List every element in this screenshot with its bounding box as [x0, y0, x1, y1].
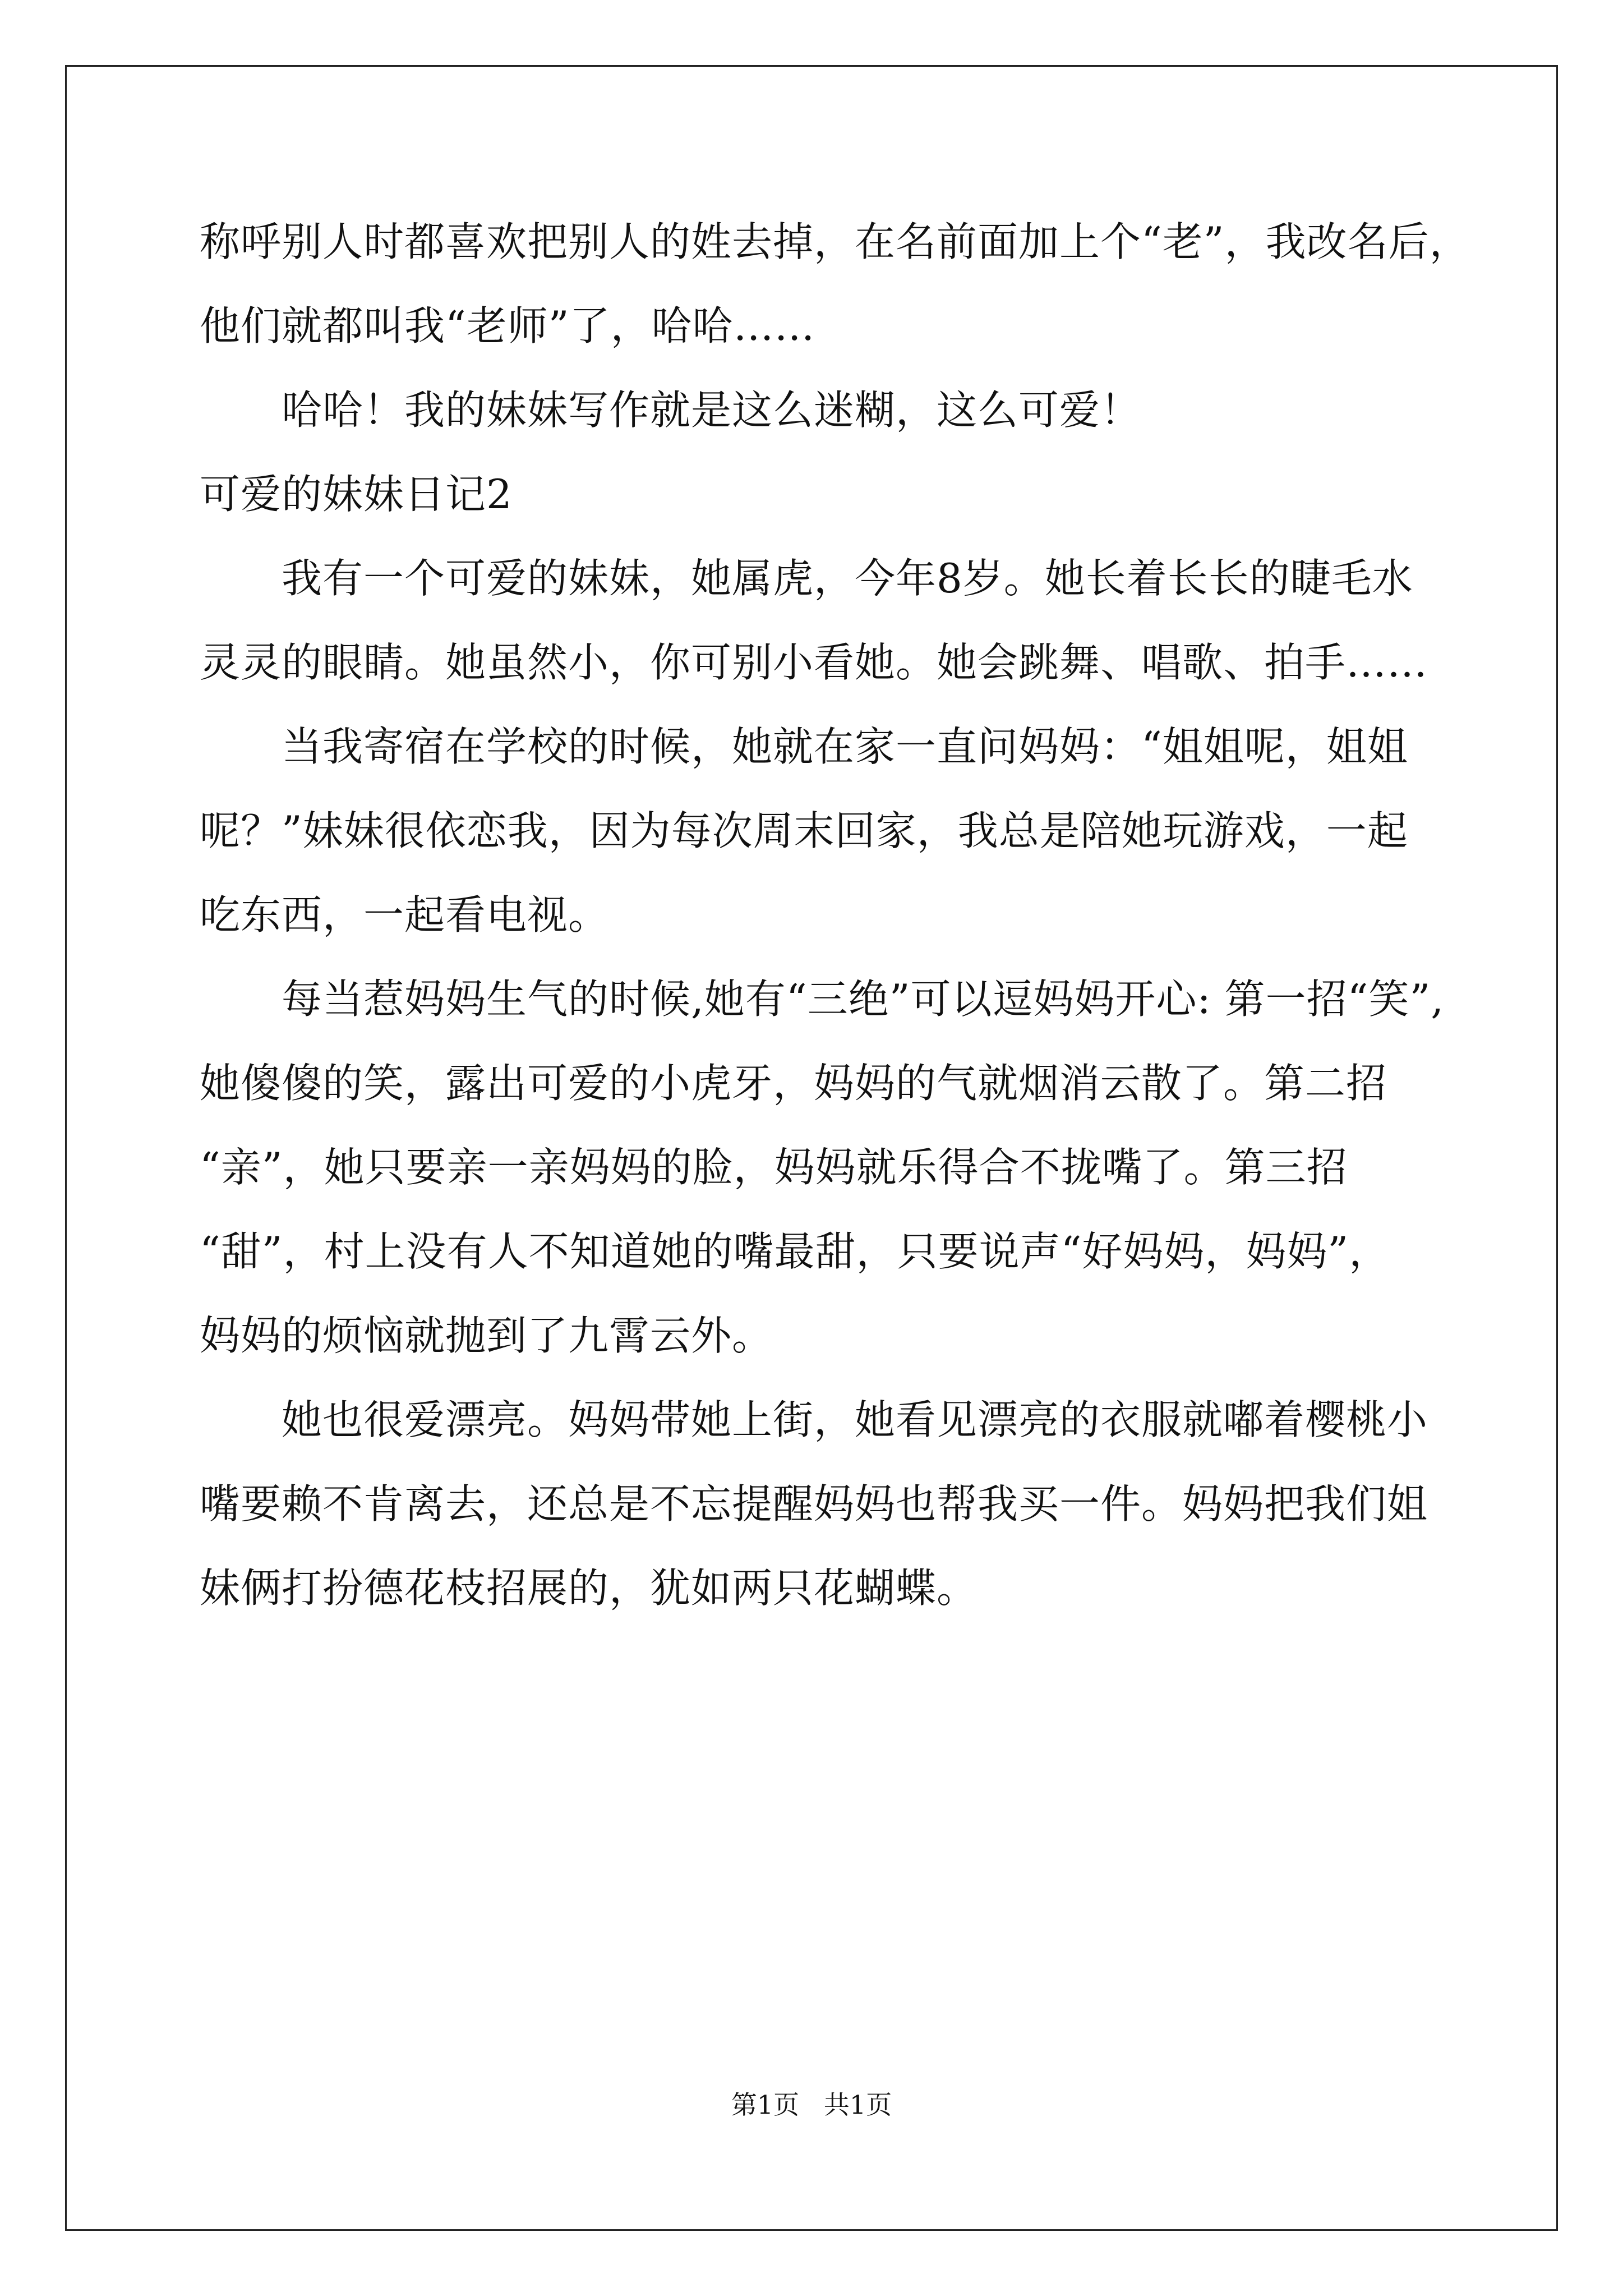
text-line: “亲”，她只要亲一亲妈妈的脸，妈妈就乐得合不拢嘴了。第三招 [200, 1144, 1348, 1191]
text-line: 妈妈的烦恼就抛到了九霄云外。 [200, 1312, 773, 1359]
page-footer: 第1页 共1页 [731, 2090, 892, 2120]
text-line: 吃东西，一起看电视。 [200, 891, 610, 938]
text-line: 称呼别人时都喜欢把别人的姓去掉，在名前面加上个“老”，我改名后， [200, 218, 1470, 265]
text-line: 他们就都叫我“老师”了，哈哈…… [200, 302, 815, 349]
document-body [200, 215, 1470, 1645]
paragraph-line: 当我寄宿在学校的时候，她就在家一直问妈妈：“姐姐呢，姐姐 [282, 723, 1408, 770]
text-line: 呢？”妹妹很依恋我，因为每次周末回家，我总是陪她玩游戏，一起 [200, 807, 1408, 854]
paragraph-line: 每当惹妈妈生气的时候,她有“三绝”可以逗妈妈开心: 第一招“笑”, [282, 976, 1445, 1023]
paragraph-line: 我有一个可爱的妹妹，她属虎，今年8岁。她长着长长的睫毛水 [282, 555, 1413, 602]
text-line: 灵灵的眼睛。她虽然小，你可别小看她。她会跳舞、唱歌、拍手…… [200, 639, 1428, 686]
text-line: “甜”，村上没有人不知道她的嘴最甜，只要说声“好妈妈，妈妈”， [200, 1228, 1390, 1275]
text-line: 她傻傻的笑，露出可爱的小虎牙，妈妈的气就烟消云散了。第二招 [200, 1060, 1387, 1107]
text-line: 嘴要赖不肯离去，还总是不忘提醒妈妈也帮我买一件。妈妈把我们姐 [200, 1480, 1428, 1527]
paragraph-line: 哈哈！我的妹妹写作就是这么迷糊，这么可爱！ [282, 386, 1142, 434]
section-heading: 可爱的妹妹日记2 [200, 471, 513, 518]
text-line: 妹俩打扮德花枝招展的，犹如两只花蝴蝶。 [200, 1565, 978, 1612]
paragraph-line: 她也很爱漂亮。妈妈带她上街，她看见漂亮的衣服就嘟着樱桃小 [282, 1396, 1428, 1443]
